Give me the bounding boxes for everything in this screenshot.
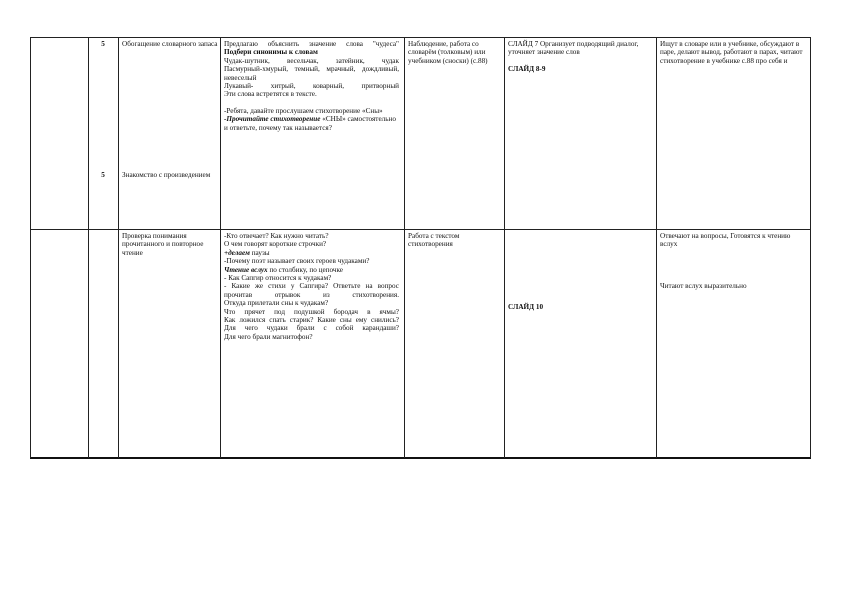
text-line: -Кто отвечает? Как нужно читать? [224, 232, 329, 240]
text-line: О чем говорят короткие строчки? [224, 240, 327, 249]
column-divider [30, 37, 31, 458]
row-number: 5 [101, 171, 105, 179]
text-line: Как ложился спать старик? Какие сны ему снились? [224, 316, 399, 325]
text-rest: «СНЫ» самостоятельно и ответьте, почему так называется? [224, 115, 396, 132]
students-cell [656, 230, 811, 292]
students-text: Отвечают на вопросы, Готовятся к чтению вслух [660, 232, 791, 249]
slide-label: СЛАЙД 10 [508, 303, 544, 311]
forms-cell: Наблюдение, работа со словарём (толковым) или учебником (сноски) (с.88) [408, 40, 488, 65]
text-line: Пасмурный-хмурый, темный, мрачный, дождливый, невеселый [224, 65, 399, 82]
text-line [224, 266, 399, 274]
table-row [30, 229, 811, 457]
text-emphasis: Чтение вслух [224, 265, 268, 274]
slide-text: СЛАЙД 7 Организует подводящий диалог, уточняет значение слов [508, 40, 639, 57]
text-rest: по столбику, по цепочке [267, 265, 344, 274]
text-emphasis: +делаем [224, 248, 250, 257]
forms-cell: Работа с текстом стихотворения [408, 232, 460, 249]
text-line [224, 115, 399, 132]
text-line: Лукавый- хитрый, коварный, притворный [224, 82, 399, 91]
text-line: Подбери синонимы к словам [224, 48, 318, 57]
column-divider [220, 37, 221, 458]
text-emphasis: -Прочитайте стихотворение [224, 115, 321, 124]
row-number: 5 [101, 40, 105, 48]
stage-cell: Проверка понимания прочитанного и повторное чтение [122, 232, 204, 257]
column-divider [88, 37, 89, 458]
slide-label: СЛАЙД 8-9 [508, 64, 546, 73]
text-line: Чудак-шутник, весельчак, затейник, чудак [224, 56, 399, 65]
column-divider [404, 37, 405, 458]
students-text: Читают вслух выразительно [660, 281, 747, 290]
text-line: Для чего брали магнитофон? [224, 332, 313, 341]
text-line: -Ребята, давайте прослушаем стихотворение «Сны» [224, 106, 383, 115]
teacher-activity-cell [220, 230, 403, 343]
column-divider [504, 37, 505, 458]
stage-cell: Обогащение словарного запаса [122, 40, 218, 48]
students-cell: Ищут в словаре или в учебнике, обсуждают в паре, делают вывод, работают в парах, читают стихотворение в учебнике с.88 про себя и [660, 40, 803, 65]
table-row [30, 37, 811, 229]
text-line: Что прячет под подушкой бородач в ячмы? [224, 307, 399, 316]
stage-cell: Знакомство с произведением [122, 171, 211, 179]
text-line: - Какие же стихи у Сапгира? Ответьте на вопрос прочитав отрывок из стихотворения. [224, 282, 399, 299]
table-border-top [30, 37, 811, 38]
teacher-activity-cell [220, 38, 403, 134]
text-line: -Почему поэт называет своих героев чудаками? [224, 257, 370, 266]
text-spacer [224, 99, 399, 107]
text-line [224, 249, 399, 257]
text-line: Откуда прилетали сны к чудакам? [224, 299, 329, 308]
text-line: Для чего чудаки брали с собой карандаши? [224, 324, 399, 333]
text-line: Эти слова встретятся в тексте. [224, 90, 317, 99]
text-line: Предлагаю объяснить значение слова "чудеса" [224, 40, 399, 48]
text-line: - Как Сапгир относится к чудакам? [224, 274, 332, 283]
column-divider [810, 37, 811, 458]
column-divider [656, 37, 657, 458]
table-border-bottom [30, 457, 811, 459]
slide-cell [504, 38, 654, 75]
text-rest: паузы [249, 248, 270, 257]
row-divider [30, 229, 811, 230]
column-divider [118, 37, 119, 458]
